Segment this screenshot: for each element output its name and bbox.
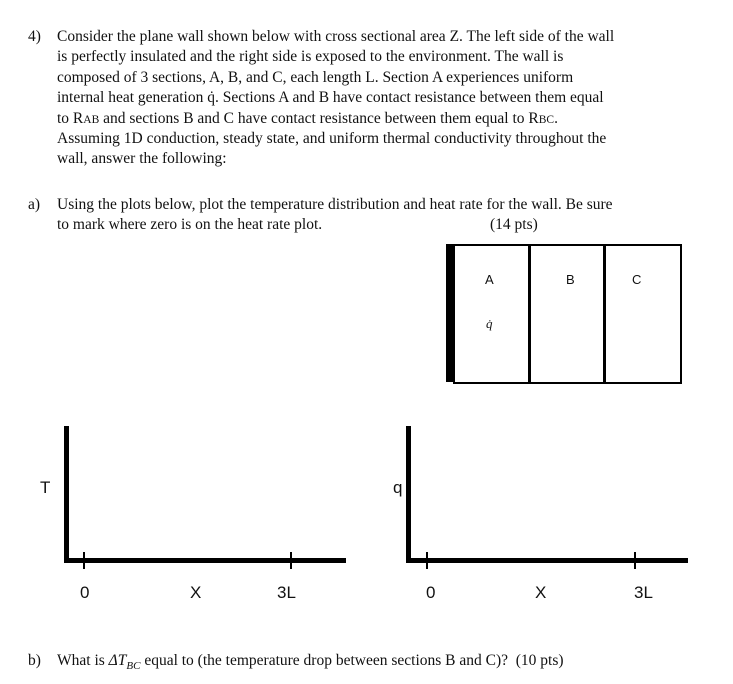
section-a-label: A [485,272,494,287]
t-x-label: X [190,583,202,602]
problem-line-3: composed of 3 sections, A, B, and C, each length L. Section A experiences uniform [57,68,574,86]
problem-line-1: Consider the plane wall shown below with cross sectional area Z. The left side of the wall [57,28,615,45]
problem-line-6: Assuming 1D conduction, steady state, and uniform thermal conductivity throughout the [57,130,607,147]
part-b-label: b) [28,652,41,669]
t-tick-3l [290,552,292,569]
part-b-points: (10 pts) [515,652,564,669]
part-b-question [57,651,564,677]
problem-line-4: internal heat generation q̇. Sections A and B have contact resistance between them equal [57,89,604,107]
t-axis-label: T [40,478,51,497]
delta-t-subscript: BC [126,660,141,673]
problem-number: 4) [28,28,41,45]
part-a-line-1: Using the plots below, plot the temperature distribution and heat rate for the wall. Be sure [57,196,613,213]
wall-outline [453,244,682,384]
section-c-label: C [632,272,642,287]
part-b-text-after: equal to (the temperature drop between sections B and C)? [144,652,509,669]
q-axis-label: q [393,478,403,497]
divider-b-c [603,244,606,382]
q-tick-3l [634,552,636,569]
part-a-line-2: to mark where zero is on the heat rate plot. [57,216,323,233]
t-x-zero: 0 [80,583,90,602]
q-x-end: 3L [634,583,653,602]
part-b-text-before: What is [57,652,105,669]
q-x-axis [406,558,688,563]
t-x-end: 3L [277,583,296,602]
q-x-zero: 0 [426,583,436,602]
divider-a-b [528,244,531,382]
q-tick-zero [426,552,428,569]
t-x-axis [64,558,346,563]
q-y-axis [406,426,411,563]
delta-t: ΔT [108,652,127,669]
t-tick-zero [83,552,85,569]
problem-line-5: to RAB and sections B and C have contact resistance between them equal to RBC. [57,109,558,127]
problem-line-7: wall, answer the following: [57,150,227,168]
section-b-label: B [566,272,575,287]
t-y-axis [64,426,69,563]
problem-line-2: is perfectly insulated and the right side is exposed to the environment. The wall is [57,48,564,66]
q-x-label: X [535,583,547,602]
part-a-points: (14 pts) [490,216,538,233]
delta-t-symbol [108,652,141,673]
part-a-label: a) [28,196,41,213]
heat-generation-symbol: q̇ [486,316,493,331]
